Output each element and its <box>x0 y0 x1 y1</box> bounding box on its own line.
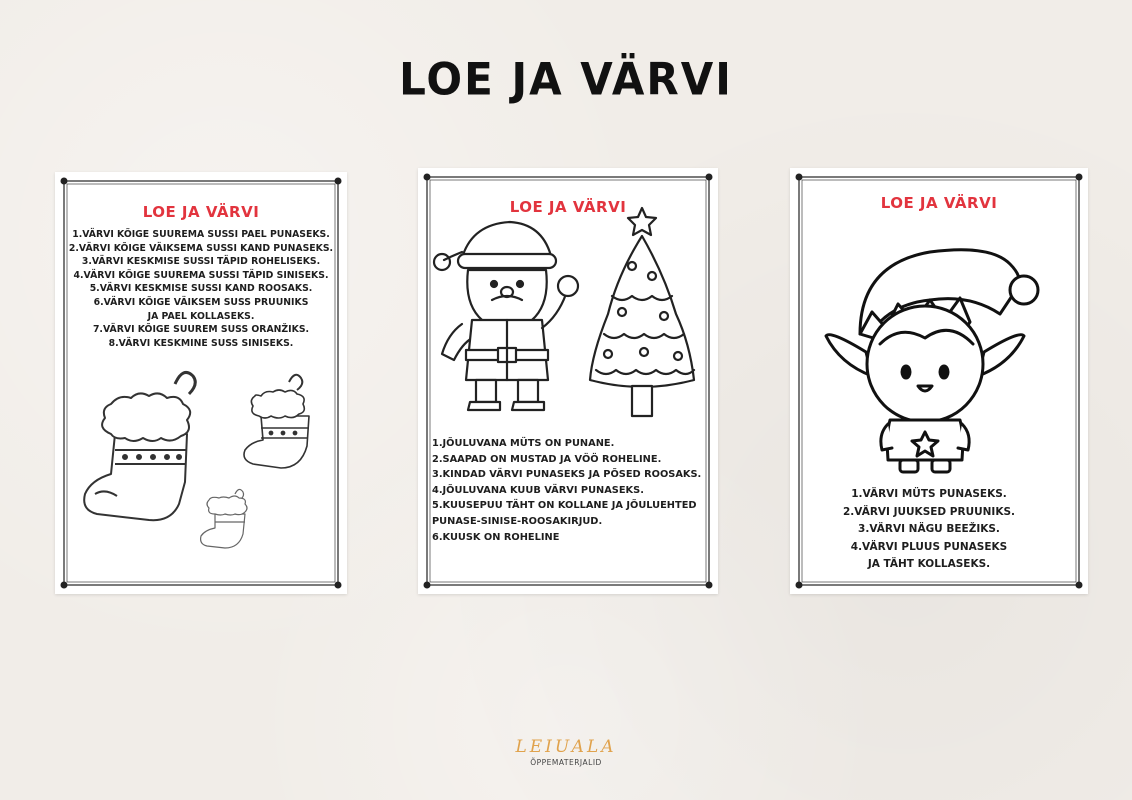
worksheet-santa-tree <box>418 168 718 594</box>
brand-logo <box>0 737 1132 767</box>
instruction-line: 3.VÄRVI NÄGU BEEŽIKS. <box>858 523 1000 535</box>
instruction-line: 4.JÕULUVANA KUUB VÄRVI PUNASEKS. <box>432 484 644 496</box>
logo-subtitle: ÕPPEMATERJALID <box>530 758 602 767</box>
instruction-line: 2.SAAPAD ON MUSTAD JA VÖÖ ROHELINE. <box>432 453 662 465</box>
instruction-line: 1.JÕULUVANA MÜTS ON PUNANE. <box>432 438 615 449</box>
instruction-line: 3.KINDAD VÄRVI PUNASEKS JA PÕSED ROOSAKS. <box>432 469 702 481</box>
stockings-illustration <box>75 364 327 564</box>
worksheet-elf <box>790 168 1088 594</box>
instruction-line: 7.VÄRVI KÕIGE SUUREM SUSS ORANŽIKS. <box>92 324 310 336</box>
logo-name: LEIUALA <box>515 737 617 757</box>
instruction-line: 4.VÄRVI PLUUS PUNASEKS <box>850 540 1008 553</box>
sheet-title: LOE JA VÄRVI <box>880 194 998 212</box>
instruction-line: 4.VÄRVI KÕIGE SUUREMA SUSSI TÄPID SINISEKS. <box>73 269 329 281</box>
instructions-list <box>432 436 712 545</box>
large-stocking <box>84 372 195 520</box>
instruction-line: 1.VÄRVI MÜTS PUNASEKS. <box>851 488 1007 500</box>
christmas-tree <box>590 208 694 416</box>
instructions-list <box>55 228 347 350</box>
instruction-line: 2.VÄRVI JUUKSED PRUUNIKS. <box>842 505 1016 518</box>
instruction-line: 5.VÄRVI KESKMISE SUSSI KAND ROOSAKS. <box>89 283 313 295</box>
instruction-line: 6.VÄRVI KÕIGE VÄIKSEM SUSS PRUUNIKS <box>93 296 309 308</box>
instruction-line: PUNASE-SINISE-ROOSAKIRJUD. <box>432 515 603 527</box>
instruction-line: 5.KUUSEPUU TÄHT ON KOLLANE JA JÕULUEHTED <box>432 500 697 512</box>
instruction-line: 3.VÄRVI KESKMISE SUSSI TÄPID ROHELISEKS. <box>81 256 321 268</box>
elf-illustration <box>820 224 1060 474</box>
santa <box>434 222 578 410</box>
sheet-title: LOE JA VÄRVI <box>142 203 260 221</box>
sheet-title: LOE JA VÄRVI <box>509 198 627 216</box>
instructions-list <box>790 486 1068 574</box>
instruction-line: JA TÄHT KOLLASEKS. <box>867 558 991 570</box>
instruction-line: 1.VÄRVI KÕIGE SUUREMA SUSSI PAEL PUNASEKS. <box>72 229 330 240</box>
page-title: LOE JA VÄRVI <box>399 53 733 106</box>
worksheet-stockings <box>55 172 347 594</box>
medium-stocking <box>244 375 309 468</box>
instruction-line: 8.VÄRVI KESKMINE SUSS SINISEKS. <box>108 337 294 349</box>
instruction-line: 6.KUUSK ON ROHELINE <box>432 531 560 543</box>
santa-tree-illustration <box>432 204 704 424</box>
small-stocking <box>201 489 247 548</box>
instruction-line: 2.VÄRVI KÕIGE VÄIKSEMA SUSSI KAND PUNASEKS. <box>68 242 334 254</box>
instruction-line: JA PAEL KOLLASEKS. <box>147 310 255 322</box>
